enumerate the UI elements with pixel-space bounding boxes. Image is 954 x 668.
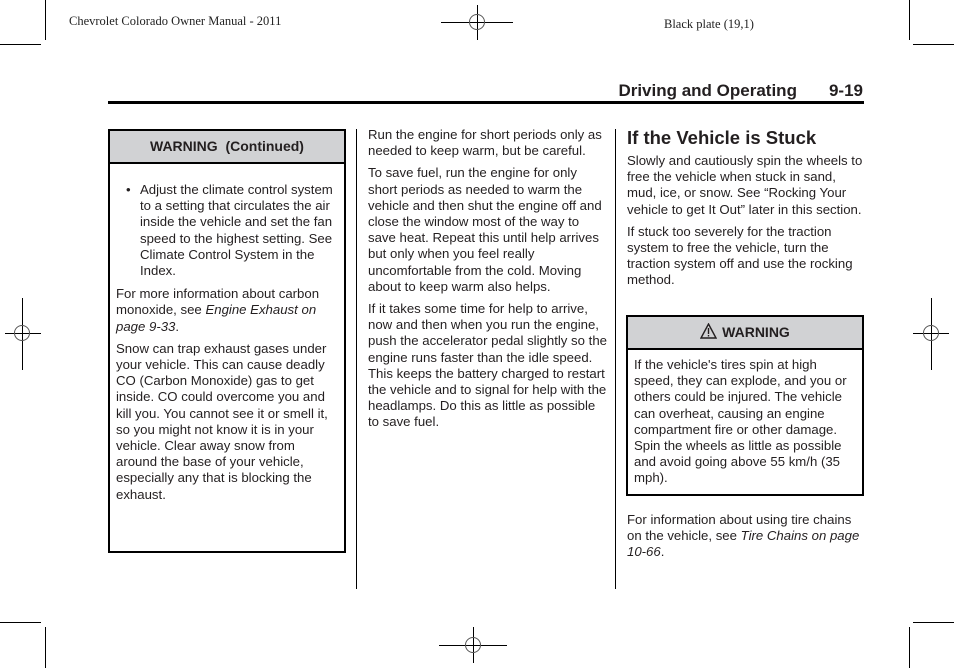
crop-mark: [913, 44, 954, 45]
paragraph: If it takes some time for help to arrive, now and then when you run the engine, push the accelerator pedal slightly so the engine runs faster than the idle speed. This keeps the battery charged to restart the vehicle and to signal for help with the headlamps. Do this as little as possible to save fuel.: [368, 301, 607, 430]
warning-text: If the vehicle's tires spin at high speed, they can explode, and you or others could be injured. The vehicle can overheat, causing an engine compartment fire or other damage. Spin the wheels as little as possible and avoid going above 55 km/h (35 mph).: [634, 357, 847, 486]
running-head: [618, 81, 863, 101]
snow-paragraph: Snow can trap exhaust gases under your vehicle. This can cause deadly CO (Carbon Monoxide) gas to get inside. CO could overcome you and kill you. You cannot see it or smell it, so you might not know it is in your vehicle. Clear away snow from around the base of your vehicle, especially any that is blocking the exhaust.: [116, 340, 328, 502]
header-rule: [108, 101, 864, 104]
crop-mark: [909, 627, 910, 668]
warning-title: WARNING: [722, 324, 790, 340]
tire-chains-note: [627, 512, 865, 567]
plate-label: Black plate (19,1): [664, 17, 754, 31]
warning-box: [626, 315, 864, 496]
engine-exhaust-reference[interactable]: Engine Exhaust on page 9-33: [116, 302, 317, 334]
crop-mark: [45, 0, 46, 40]
warning-triangle-icon: [700, 323, 717, 339]
column-3: [627, 127, 865, 295]
paragraph: If stuck too severely for the traction system to free the vehicle, turn the traction system off and use the rocking method.: [627, 223, 853, 288]
section-heading: If the Vehicle is Stuck: [627, 127, 817, 148]
tire-chains-reference[interactable]: Tire Chains on page 10-66: [627, 528, 860, 560]
co-info-paragraph: For more information about carbon monoxide, see Engine Exhaust on page 9-33.: [116, 286, 320, 334]
paragraph: Slowly and cautiously spin the wheels to free the vehicle when stuck in sand, mud, ice, or snow. See “Rocking Your vehicle to get It Out” later in this section.: [627, 153, 863, 217]
bullet-text: Adjust the climate control system to a setting that circulates the air inside the vehicle and set the fan speed to the highest setting. See Climate Control System in the Index.: [140, 182, 333, 279]
crop-mark: [45, 627, 46, 668]
crop-mark: [913, 622, 954, 623]
manual-title: Chevrolet Colorado Owner Manual - 2011: [69, 14, 282, 28]
section-title: Driving and Operating: [618, 81, 797, 100]
column-2: [368, 127, 608, 437]
crop-mark: [0, 44, 41, 45]
column-divider: [615, 129, 616, 589]
bullet-icon: •: [126, 182, 131, 197]
warning-header: [628, 317, 862, 350]
page-number: 9-19: [828, 81, 863, 100]
column-divider: [356, 129, 357, 589]
paragraph: For information about using tire chains on the vehicle, see Tire Chains on page 10-66.: [627, 512, 860, 560]
crop-mark: [0, 622, 41, 623]
bullet-item: [116, 182, 338, 279]
crop-mark: [909, 0, 910, 40]
warning-continued-box: [108, 129, 346, 553]
warning-continued-header: WARNING (Continued): [110, 131, 344, 164]
paragraph: Run the engine for short periods only as needed to keep warm, but be careful.: [368, 127, 602, 159]
paragraph: To save fuel, run the engine for only short periods as needed to warm the vehicle and then shut the engine off and close the window most of the way to save heat. Repeat this until help arrives but only when you feel really uncomfortable from the cold. Moving about to keep warm also helps.: [368, 165, 602, 294]
